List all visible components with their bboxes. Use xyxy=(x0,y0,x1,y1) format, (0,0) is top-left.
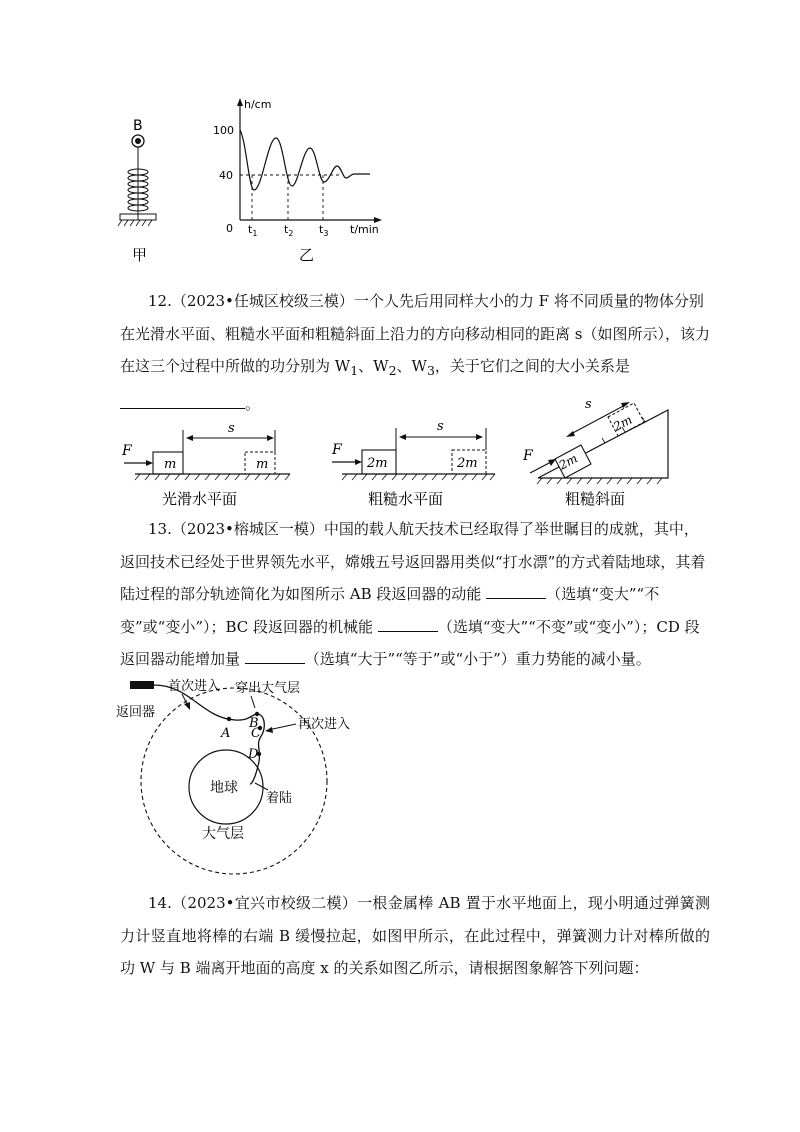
height-time-graph xyxy=(213,98,382,264)
y-tick-100: 100 xyxy=(213,124,234,137)
mass-label: 2m xyxy=(457,456,478,471)
figure-jia-yi xyxy=(100,90,400,270)
q13-number: 13. xyxy=(148,520,172,538)
mass-label: m xyxy=(164,457,177,472)
caption-rough: 粗糙水平面 xyxy=(368,490,444,508)
q13-text-c: （选填“变大”“不变”或“变小”）；CD 段返回器动能增加量 xyxy=(120,617,700,668)
figure-12 xyxy=(110,380,690,515)
spring-apparatus xyxy=(118,118,156,264)
origin-label: 0 xyxy=(226,222,233,235)
distance-label: s xyxy=(437,419,444,434)
q13-text-d: （选填“大于”“等于”或“小于”）重力势能的减小量。 xyxy=(304,650,651,668)
mass-label: 2m xyxy=(367,456,388,471)
y-tick-40: 40 xyxy=(219,169,233,182)
force-label: F xyxy=(523,448,533,464)
question-14 xyxy=(120,887,710,985)
mass-label: m xyxy=(256,457,269,472)
rough-incline-diagram xyxy=(522,397,668,508)
q12-text-a: 一个人先后用同样大小的力 F 将不同质量的物体分别在光滑水平面、粗糙水平面和粗糙斜面上沿力的方向移动相同的距离 s（如图所示），该力在这三个过程中所做的功分别为 W xyxy=(120,292,710,375)
earth-label: 地球 xyxy=(210,780,238,796)
first-entry-label: 首次进入 xyxy=(168,679,221,694)
jia-caption: 甲 xyxy=(132,246,148,264)
trajectory-path xyxy=(154,685,264,784)
point-c-label: C xyxy=(251,726,261,741)
rough-horizontal-diagram xyxy=(331,419,495,508)
question-13 xyxy=(120,513,710,676)
q13-text-b: （选填“变大”“不变”或“变小”）；BC 段返回器的机械能 xyxy=(120,585,660,636)
smooth-horizontal-diagram xyxy=(121,421,290,508)
caption-smooth: 光滑水平面 xyxy=(162,490,238,508)
caption-incline: 粗糙斜面 xyxy=(565,490,626,508)
x-tick-t3: $t_3$ xyxy=(319,223,329,238)
distance-label: s xyxy=(228,421,235,436)
figure-13 xyxy=(110,670,390,880)
q12-text-b: ，关于它们之间的大小关系是 xyxy=(434,357,630,375)
point-a-label: A xyxy=(221,726,231,741)
q14-source: （2023•宜兴市校级二模） xyxy=(171,894,358,912)
q13-blank-1[interactable] xyxy=(486,582,546,599)
y-axis-label: h/cm xyxy=(244,98,272,111)
q14-text: 一根金属棒 AB 置于水平地面上，现小明通过弹簧测力计竖直地将棒的右端 B 缓慢拉起，如图甲所示，在此过程中，弹簧测力计对棒所做的功 W 与 B 端离开地面的高度 x 的关系如图乙所示，请根据图象解答下列问题： xyxy=(120,894,710,977)
x-tick-t1: $t_1$ xyxy=(248,223,258,238)
returner-icon xyxy=(130,681,154,689)
q13-source: （2023•榕城区一模） xyxy=(171,520,324,538)
q12-source: （2023•任城区校级三模） xyxy=(171,292,354,310)
q13-text-a: 中国的载人航天技术已经取得了举世瞩目的成就，其中，返回技术已经处于世界领先水平，嫦娥五号返回器用类似“打水漂”的方式着陆地球，其着陆过程的部分轨迹简化为如图所示 AB 段返回器的动能 xyxy=(120,520,706,603)
q13-blank-2[interactable] xyxy=(378,615,438,632)
force-label: F xyxy=(122,443,132,459)
point-d-label: D xyxy=(248,747,259,762)
q13-blank-3[interactable] xyxy=(245,647,305,664)
mass-label: 2m xyxy=(556,451,580,473)
mass-label: 2m xyxy=(611,412,635,434)
q12-number: 12. xyxy=(148,292,172,310)
point-b-label: B xyxy=(133,118,143,134)
question-12: 12.（2023•任城区校级三模）一个人先后用同样大小的力 F 将不同质量的物体分别在光滑水平面、粗糙水平面和粗糙斜面上沿力的方向移动相同的距离 s（如图所示），该力在这三个过程中所做的功分别为 $W_1$、$W_2$、$W_3$，关于它们之间的大小关系是 。 xyxy=(120,292,710,413)
q14-number: 14. xyxy=(148,894,172,912)
returner-label: 返回器 xyxy=(116,705,156,720)
force-label: F xyxy=(332,442,342,458)
atmosphere-label: 大气层 xyxy=(202,826,244,842)
exit-atmosphere-label: 穿出大气层 xyxy=(235,681,301,696)
landing-label: 着陆 xyxy=(266,791,293,806)
x-tick-t2: $t_2$ xyxy=(284,223,294,238)
x-axis-label: t/min xyxy=(350,223,379,236)
second-entry-label: 再次进入 xyxy=(298,717,351,732)
yi-caption: 乙 xyxy=(299,246,315,264)
point-b-label: B xyxy=(249,716,259,731)
distance-label: s xyxy=(585,397,592,412)
